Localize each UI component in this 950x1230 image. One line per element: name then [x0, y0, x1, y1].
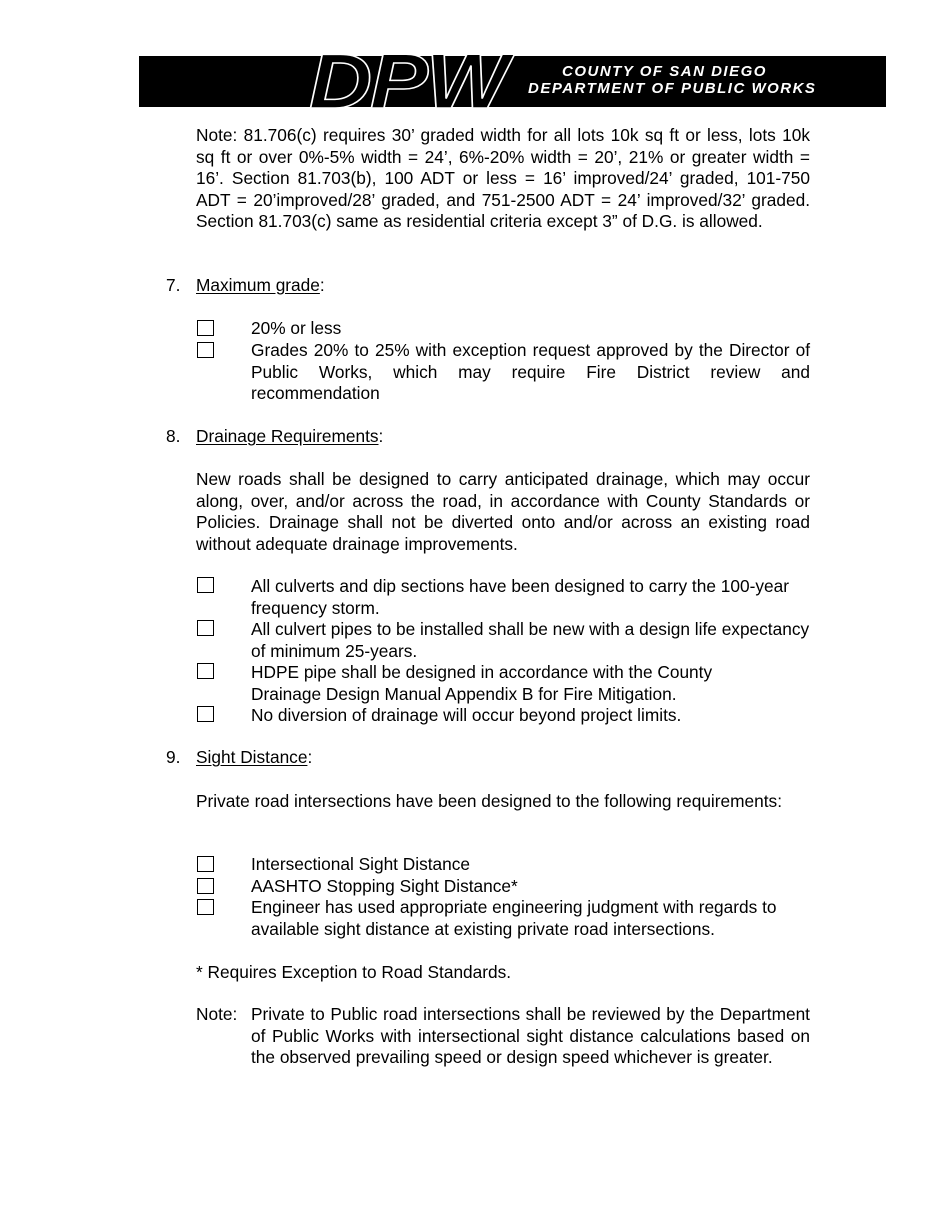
section-7-heading: [196, 275, 325, 297]
checkbox-no-diversion[interactable]: [197, 706, 214, 722]
checkbox-hdpe-pipe[interactable]: [197, 663, 214, 679]
drainage-item-2: All culvert pipes to be installed shall be new with a design life expectancy of minimum 25-years.: [251, 619, 810, 661]
grade-option-1: 20% or less: [251, 318, 342, 338]
header-banner: [139, 37, 886, 125]
checkbox-intersectional-sight[interactable]: [197, 856, 214, 872]
drainage-item-1: All culverts and dip sections have been designed to carry the 100-year frequency storm.: [251, 576, 789, 618]
exception-footnote: * Requires Exception to Road Standards.: [196, 962, 512, 982]
checkbox-culverts-100-year[interactable]: [197, 577, 214, 593]
checkbox-aashto-stopping[interactable]: [197, 878, 214, 894]
dpw-logo: DPW: [309, 37, 507, 125]
section-9-number: 9.: [166, 747, 181, 767]
section-7-colon: :: [319, 275, 325, 295]
org-name-line2: DEPARTMENT OF PUBLIC WORKS: [528, 80, 817, 97]
intersection-note-label: Note:: [196, 1004, 238, 1024]
checkbox-grade-20-to-25[interactable]: [197, 342, 214, 358]
intersection-note-text: Private to Public road intersections shall be reviewed by the Department of Public Works with intersectional sight distance calculations based on the observed prevailing speed or design speed whichever is greater.: [251, 1004, 810, 1067]
road-width-note: Note: 81.706(c) requires 30’ graded width for all lots 10k sq ft or less, lots 10k sq ft or over 0%-5% width = 24’, 6%-20% width = 20’, 21% or greater width = 16’. Section 81.703(b), 100 ADT or less = 16’ improved/24’ graded, 101-750 ADT = 20’improved/28’ graded, and 751-2500 ADT = 24’ improved/32’ graded. Section 81.703(c) same as residential criteria except 3” of D.G. is allowed.: [196, 125, 810, 231]
sight-item-1: Intersectional Sight Distance: [251, 854, 471, 874]
section-9-title: Sight Distance: [196, 747, 308, 767]
sight-item-2: AASHTO Stopping Sight Distance*: [251, 876, 518, 896]
section-8-title: Drainage Requirements: [196, 426, 379, 446]
section-9-colon: :: [307, 747, 313, 767]
section-8-colon: :: [378, 426, 384, 446]
sight-item-3: Engineer has used appropriate engineering judgment with regards to available sight distance at existing private road intersections.: [251, 897, 777, 939]
checkbox-engineer-judgment[interactable]: [197, 899, 214, 915]
section-8-heading: [196, 426, 383, 448]
drainage-item-3: HDPE pipe shall be designed in accordance with the County Drainage Design Manual Appendix B for Fire Mitigation.: [251, 662, 713, 704]
drainage-intro: New roads shall be designed to carry anticipated drainage, which may occur along, over, and/or across the road, in accordance with County Standards or Policies. Drainage shall not be diverted onto and/or across an existing road without adequate drainage improvements.: [196, 469, 810, 554]
section-7-number: 7.: [166, 275, 181, 295]
checkbox-new-culvert-pipes[interactable]: [197, 620, 214, 636]
checkbox-grade-20-or-less[interactable]: [197, 320, 214, 336]
org-name-line1: COUNTY OF SAN DIEGO: [562, 63, 767, 80]
section-9-heading: [196, 747, 312, 769]
sight-distance-intro: Private road intersections have been designed to the following requirements:: [196, 791, 782, 811]
section-8-number: 8.: [166, 426, 181, 446]
grade-option-2: Grades 20% to 25% with exception request approved by the Director of Public Works, which may require Fire District review and recommendation: [251, 340, 810, 403]
drainage-item-4: No diversion of drainage will occur beyond project limits.: [251, 705, 682, 725]
section-7-title: Maximum grade: [196, 275, 320, 295]
